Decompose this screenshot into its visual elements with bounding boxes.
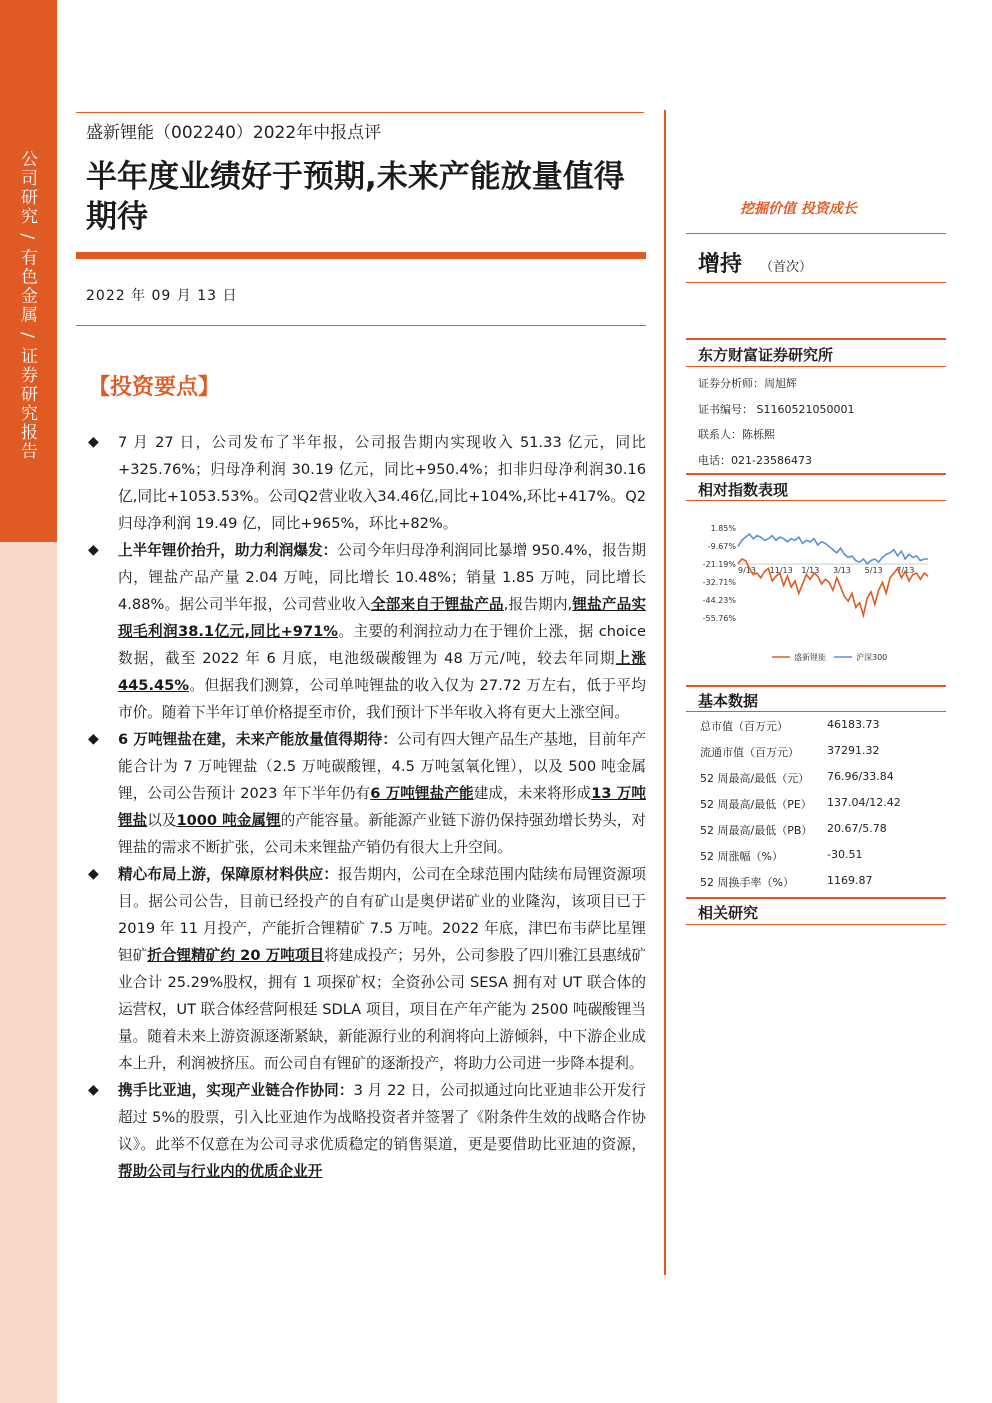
paragraph-text: ,报告期内, [503,596,573,613]
rating: 增持 [698,252,743,277]
relative-index-chart [688,518,944,668]
highlight-text: 全部来自于锂盐产品 [371,596,504,613]
y-tick-label: -44.23% [702,595,736,605]
basic-data-value: 37291.32 [827,744,880,757]
date-rule [76,325,646,326]
highlight-text: 携手比亚迪，实现产业链合作协同： [118,1082,354,1099]
highlight-text: 折合锂精矿约 20 万吨项目 [147,947,325,964]
highlight-text: 锂盐产品实现毛利润38.1亿元,同比+971% [118,596,646,640]
paragraph-text: 的产能容量。新能源产业链下游仍保持强劲增长势头，对锂盐的需求不断扩张，公司未来锂盐产销仍有很大上升空间。 [118,812,646,856]
highlight-text: 上涨 445.45% [118,650,646,694]
basic-data-label: 52 周最高/最低（元） [700,772,810,785]
basic-data-value: -30.51 [827,848,863,861]
highlight-text: 13 万吨锂盐 [118,785,646,829]
highlight-text: 帮助公司与行业内的优质企业开 [118,1163,323,1180]
y-tick-label: -55.76% [702,614,736,623]
institute-name: 东方财富证券研究所 [698,346,834,364]
diamond-bullet-icon: ◆ [88,542,99,558]
basic-data-value: 137.04/12.42 [827,796,901,809]
paragraph-text: 公司有四大锂产品生产基地，目前年产能合计为 7 万吨锂盐（2.5 万吨碳酸锂，4.5 万吨氢氧化锂），以及 500 吨金属锂，公司公告预计 2023 年下半年仍有 [118,731,646,802]
diamond-bullet-icon: ◆ [88,866,99,882]
y-tick-label: 1.85% [710,524,736,533]
highlight-paragraph [86,1077,646,1185]
paragraph-text: 3 月 22 日，公司拟通过向比亚迪非公开发行超过 5%的股票，引入比亚迪作为战略投资者并签署了《附条件生效的战略合作协议》。此举不仅意在为公司寻求优质稳定的销售渠道，更是要借助比亚迪的资源， [118,1082,646,1153]
sidebar-category: 公司研究 / 有色金属 / 证券研究报告 [17,150,37,462]
header-rule [76,112,644,113]
rating-rule [686,282,946,283]
diamond-bullet-icon: ◆ [88,1082,99,1098]
highlight-paragraph [86,429,646,537]
basic-data-label: 总市值（百万元） [700,720,788,733]
certificate: 证书编号： S1160521050001 [698,403,855,416]
index-under [686,500,946,501]
basic-data-label: 52 周最高/最低（PE） [700,798,812,811]
paragraph-text: 7 月 27 日，公司发布了半年报，公司报告期内实现收入 51.33 亿元，同比+325.76%；归母净利润 30.19 亿元，同比+950.4%；扣非归母净利润30.16亿,同比+1053.53%。公司Q2营业收入34.46亿,同比+104%,环比+417%。Q2 归母净利润 19.49 亿，同比+965%，环比+82%。 [118,434,646,532]
highlight-paragraph [86,726,646,861]
section-title: 【投资要点】 [88,374,221,400]
analyst: 证券分析师：周旭辉 [698,377,797,390]
highlight-text: 6 万吨锂盐在建，未来产能放量值得期待： [118,731,397,748]
diamond-bullet-icon: ◆ [88,434,99,450]
title-rule [76,252,646,259]
y-tick-label: -9.67% [707,541,736,551]
y-tick-label: -21.19% [702,559,736,569]
basic-title: 基本数据 [698,692,759,710]
paragraph-text: 建成，未来将形成 [473,785,592,802]
paragraph-text: 。但据我们测算，公司单吨锂盐的收入仅为 27.72 万左右，低于平均市价。随着下半年订单价格提至市价，我们预计下半年收入将有更大上涨空间。 [118,677,646,721]
diamond-bullet-icon: ◆ [88,731,99,747]
paragraph-text: 公司今年归母净利润同比暴增 950.4%，报告期内，锂盐产品产量 2.04 万吨，同比增长 10.48%；销量 1.85 万吨，同比增长 4.88%。据公司半年报，公司营业收入 [118,542,646,613]
related-rule [686,897,946,899]
basic-data-label: 流通市值（百万元） [700,746,799,759]
phone: 电话：021-23586473 [698,454,812,467]
highlight-paragraph [86,861,646,1077]
column-divider [664,110,666,1275]
highlight-text: 精心布局上游，保障原材料供应： [118,866,339,883]
investment-highlights [86,429,646,1185]
highlight-text: 6 万吨锂盐产能 [370,785,474,802]
basic-data-label: 52 周最高/最低（PB） [700,824,813,837]
x-tick-label: 7/13 [896,565,915,575]
series-line-1 [738,534,928,564]
basic-under [686,711,946,712]
institute-rule [686,338,946,340]
x-tick-label: 1/13 [801,565,820,575]
paragraph-text: 。主要的利润拉动力在于锂价上涨，据 choice 数据，截至 2022 年 6 月底，电池级碳酸锂为 48 万元/吨，较去年同期 [118,623,646,667]
x-tick-label: 9/13 [738,565,756,575]
report-subtitle: 盛新锂能（002240）2022年中报点评 [86,123,382,143]
highlight-text: 1000 吨金属锂 [176,812,281,829]
rating-note: （首次） [760,260,813,275]
basic-data-value: 46183.73 [827,718,880,731]
highlight-text: 上半年锂价抬升，助力利润爆发： [118,542,338,559]
related-title: 相关研究 [698,904,759,922]
basic-rule [686,685,946,687]
basic-data-label: 52 周换手率（%） [700,876,794,889]
slogan-rule [686,233,946,234]
contact: 联系人：陈栎熙 [698,428,775,441]
basic-data-value: 1169.87 [827,874,873,887]
y-tick-label: -32.71% [702,577,736,587]
legend-label: 盛新锂能 [794,653,826,662]
x-tick-label: 5/13 [864,565,883,575]
report-date: 2022 年 09 月 13 日 [86,288,238,304]
related-under [686,924,946,925]
index-rule [686,473,946,475]
slogan: 挖掘价值 投资成长 [740,201,857,217]
sidebar-band-light [0,542,57,1403]
highlight-paragraph [86,537,646,726]
basic-data-value: 20.67/5.78 [827,822,887,835]
x-tick-label: 11/13 [769,565,793,575]
paragraph-text: 以及 [147,812,177,829]
basic-data-label: 52 周涨幅（%） [700,850,783,863]
legend-label: 沪深300 [856,653,888,662]
basic-data-value: 76.96/33.84 [827,770,894,783]
institute-under [686,366,946,367]
report-title: 半年度业绩好于预期,未来产能放量值得期待 [86,159,625,235]
paragraph-text: 报告期内，公司在全球范围内陆续布局锂资源项目。据公司公告，目前已经投产的自有矿山是奥伊诺矿业的业隆沟，该项目已于 2019 年 11 月投产，产能折合锂精矿 7.5 万吨。2022 年底，津巴布韦萨比星锂钽矿 [118,866,646,964]
x-tick-label: 3/13 [833,565,851,575]
paragraph-text: 将建成投产；另外，公司参股了四川雅江县惠绒矿业合计 25.29%股权，拥有 1 项探矿权；全资孙公司 SESA 拥有对 UT 联合体的运营权，UT 联合体经营阿根廷 SDLA 项目，项目在产年产能为 2500 吨碳酸锂当量。随着未来上游资源逐渐紧缺，新能源行业的利润将向上游倾斜，中下游企业成本上升，利润被挤压。而公司自有锂矿的逐渐投产，将助力公司进一步降本提利。 [118,947,646,1072]
index-title: 相对指数表现 [698,481,789,499]
